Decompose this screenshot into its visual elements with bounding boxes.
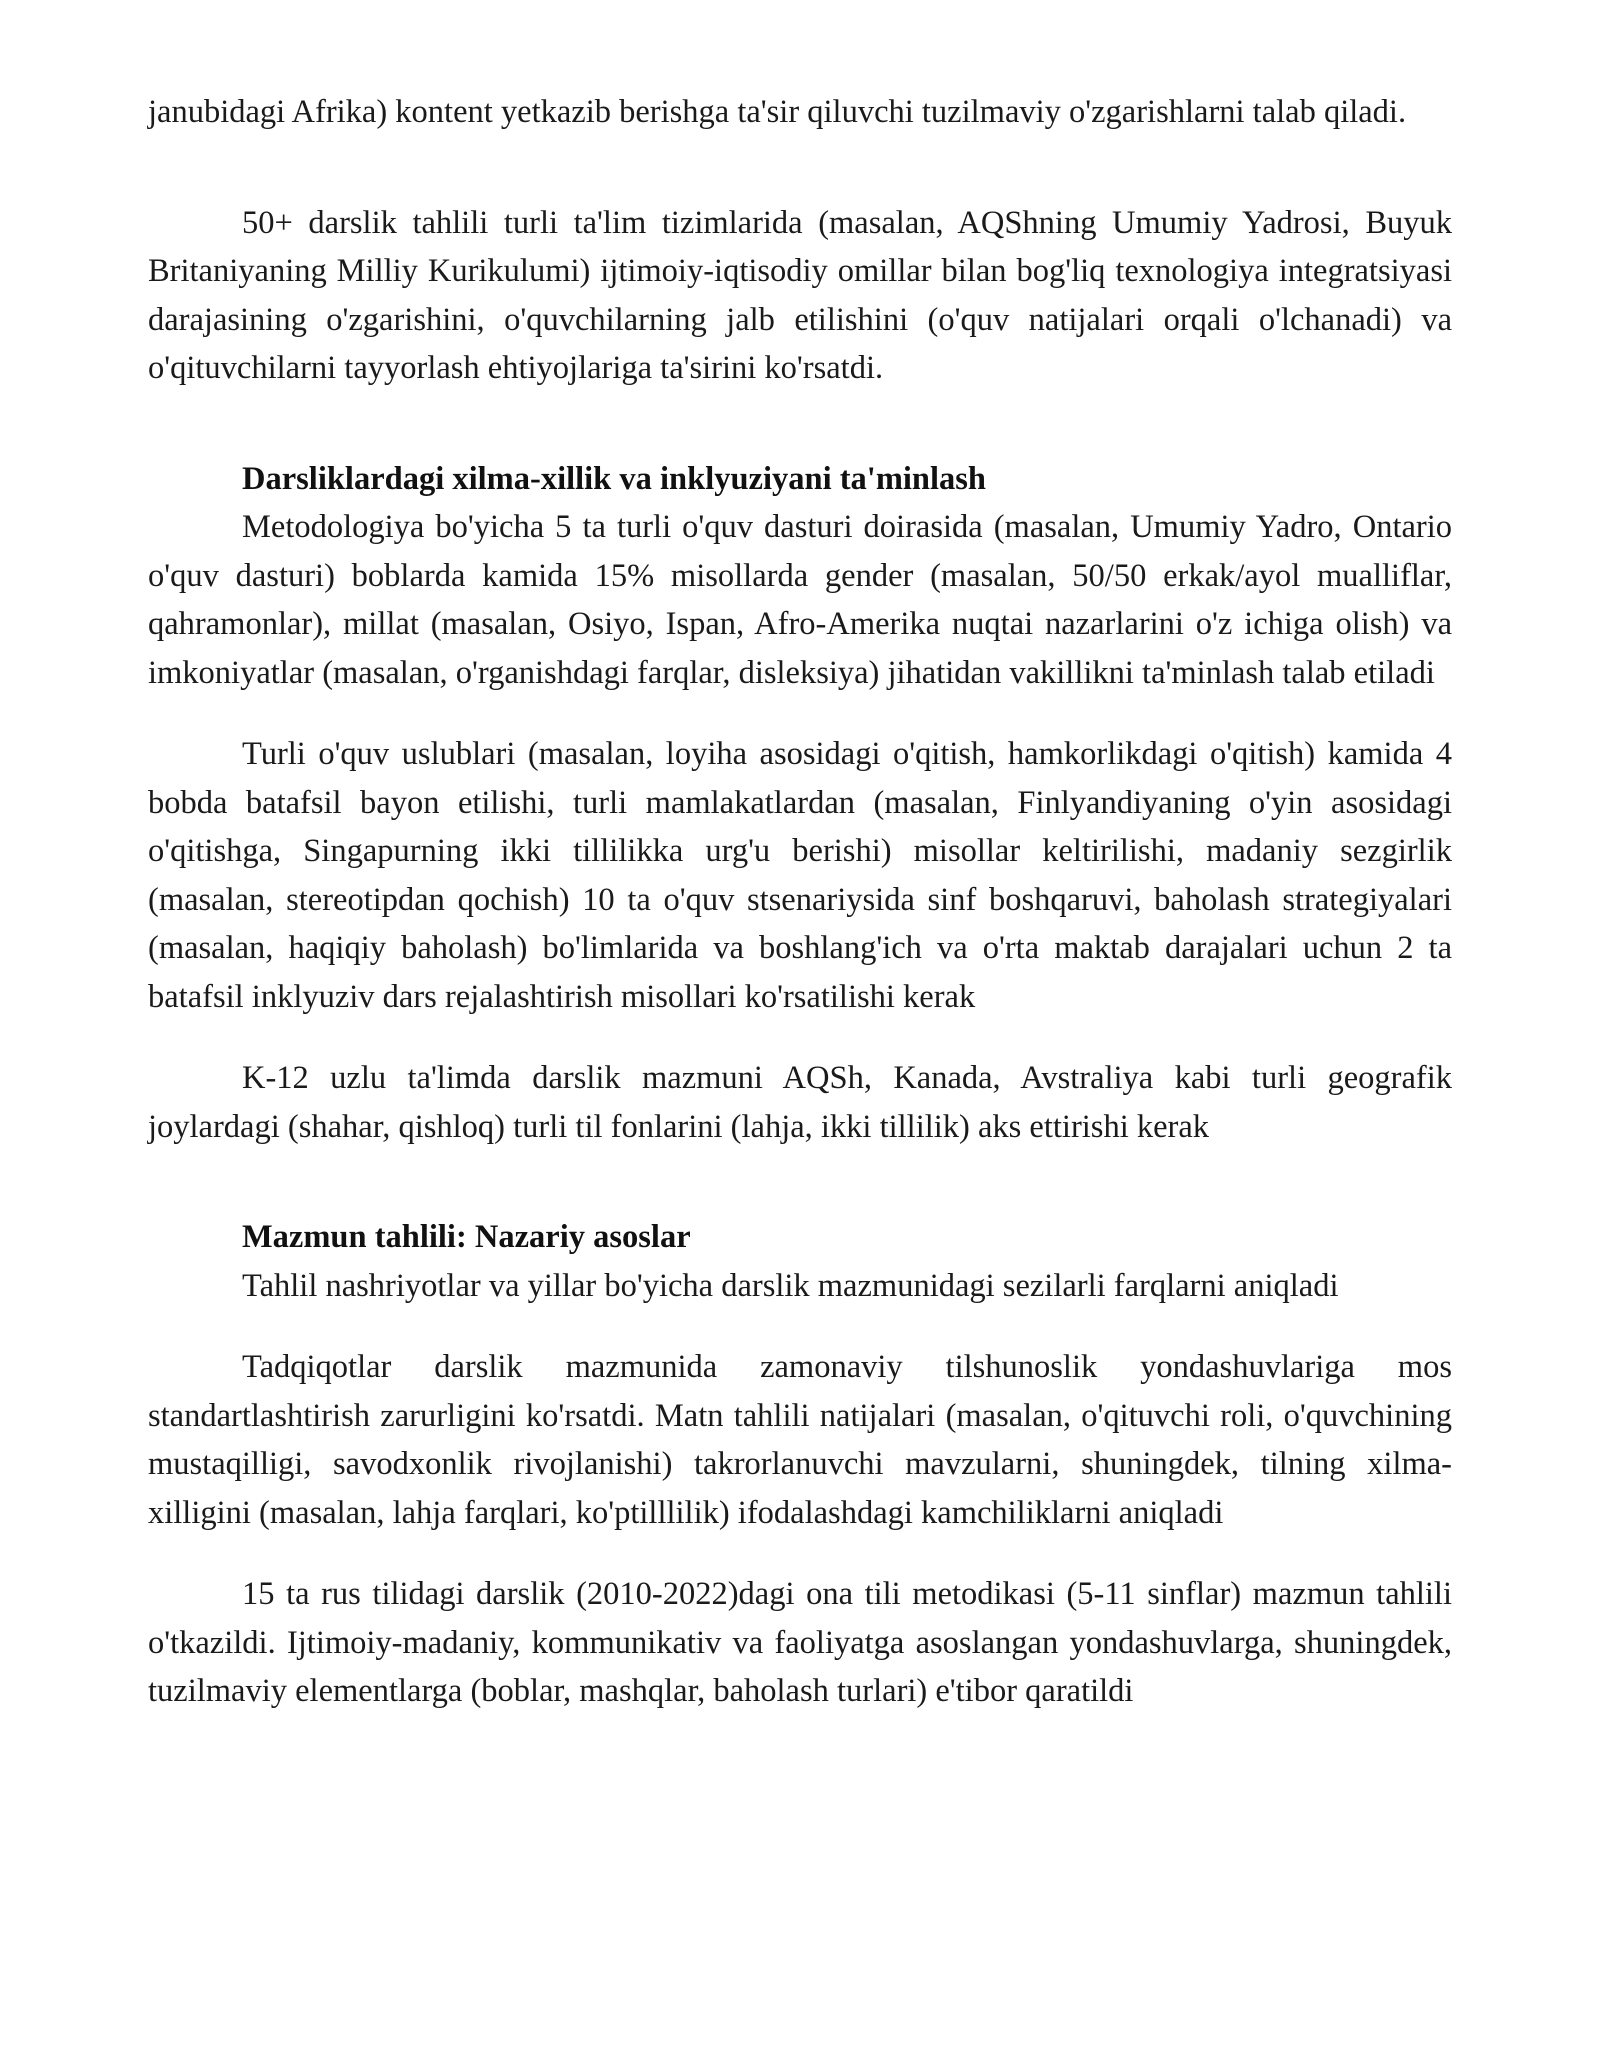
paragraph-k12: K-12 uzlu ta'limda darslik mazmuni AQSh, Kanada, Avstraliya kabi turli geografik joylardagi (shahar, qishloq) turli til fonlarini (lahja, ikki tillilik) aks ettirishi kerak	[148, 1060, 1452, 1145]
section-heading-content-analysis: Mazmun tahlili: Nazariy asoslar	[242, 1219, 691, 1255]
section-heading-diversity: Darsliklardagi xilma-xillik va inklyuziyani ta'minlash	[242, 460, 987, 497]
spacer	[148, 697, 1452, 730]
paragraph-learning-styles: Turli o'quv uslublari (masalan, loyiha asosidagi o'qitish, hamkorlikdagi o'qitish) kamida 4 bobda batafsil bayon etilishi, turli mamlakatlardan (masalan, Finlyandiyaning o'yin asosidagi o'qitishga, Singapurning ikki tillilikka urg'u berishi) misollar keltirilishi, madaniy sezgirlik (masalan, stereotipdan qochish) 10 ta o'quv stsenariysida sinf boshqaruvi, baholash strategiyalari (masalan, haqiqiy baholash) bo'limlarida va boshlang'ich va o'rta maktab darajalari uchun 2 ta batafsil inklyuziv dars rejalashtirish misollari ko'rsatilishi kerak	[148, 736, 1452, 1015]
paragraph-continuation: janubidagi Afrika) kontent yetkazib berishga ta'sir qiluvchi tuzilmaviy o'zgarishlarni talab qiladi.	[148, 94, 1407, 130]
paragraph-russian-textbooks: 15 ta rus tilidagi darslik (2010-2022)dagi ona tili metodikasi (5-11 sinflar) mazmun tahlili o'tkazildi. Ijtimoiy-madaniy, kommunikativ va faoliyatga asoslangan yondashuvlarga, shuningdek, tuzilmaviy elementlarga (boblar, mashqlar, baholash turlari) e'tibor qaratildi	[148, 1576, 1452, 1709]
spacer	[148, 1310, 1452, 1343]
paragraph-analysis-findings: Tahlil nashriyotlar va yillar bo'yicha darslik mazmunidagi sezilarli farqlarni aniqladi	[242, 1267, 1339, 1304]
paragraph-methodology: Metodologiya bo'yicha 5 ta turli o'quv dasturi doirasida (masalan, Umumiy Yadro, Ontario o'quv dasturi) boblarda kamida 15% misollarda gender (masalan, 50/50 erkak/ayol mualliflar, qahramonlar), millat (masalan, Osiyo, Ispan, Afro-Amerika nuqtai nazarlarini o'z ichiga olish) va imkoniyatlar (masalan, o'rganishdagi farqlar, disleksiya) jihatidan vakillikni ta'minlash talab etiladi	[148, 509, 1452, 691]
spacer	[148, 393, 1452, 455]
paragraph-textbook-analysis: 50+ darslik tahlili turli ta'lim tizimlarida (masalan, AQShning Umumiy Yadrosi, Buyuk Britaniyaning Milliy Kurikulumi) ijtimoiy-iqtisodiy omillar bilan bog'liq texnologiya integratsiyasi darajasining o'zgarishini, o'quvchilarning jalb etilishini (o'quv natijalari orqali o'lchanadi) va o'qituvchilarni tayyorlash ehtiyojlariga ta'sirini ko'rsatdi.	[148, 204, 1452, 386]
spacer	[148, 1151, 1452, 1213]
paragraph-research-standardization: Tadqiqotlar darslik mazmunida zamonaviy tilshunoslik yondashuvlariga mos standartlashtirish zarurligini ko'rsatdi. Matn tahlili natijalari (masalan, o'qituvchi roli, o'quvchining mustaqilligi, savodxonlik rivojlanishi) takrorlanuvchi mavzularni, shuningdek, tilning xilma-xilligini (masalan, lahja farqlari, ko'ptilllilik) ifodalashdagi kamchiliklarni aniqladi	[148, 1349, 1452, 1531]
document-page	[148, 88, 1452, 1716]
spacer	[148, 1021, 1452, 1054]
spacer	[148, 137, 1452, 199]
spacer	[148, 1537, 1452, 1570]
